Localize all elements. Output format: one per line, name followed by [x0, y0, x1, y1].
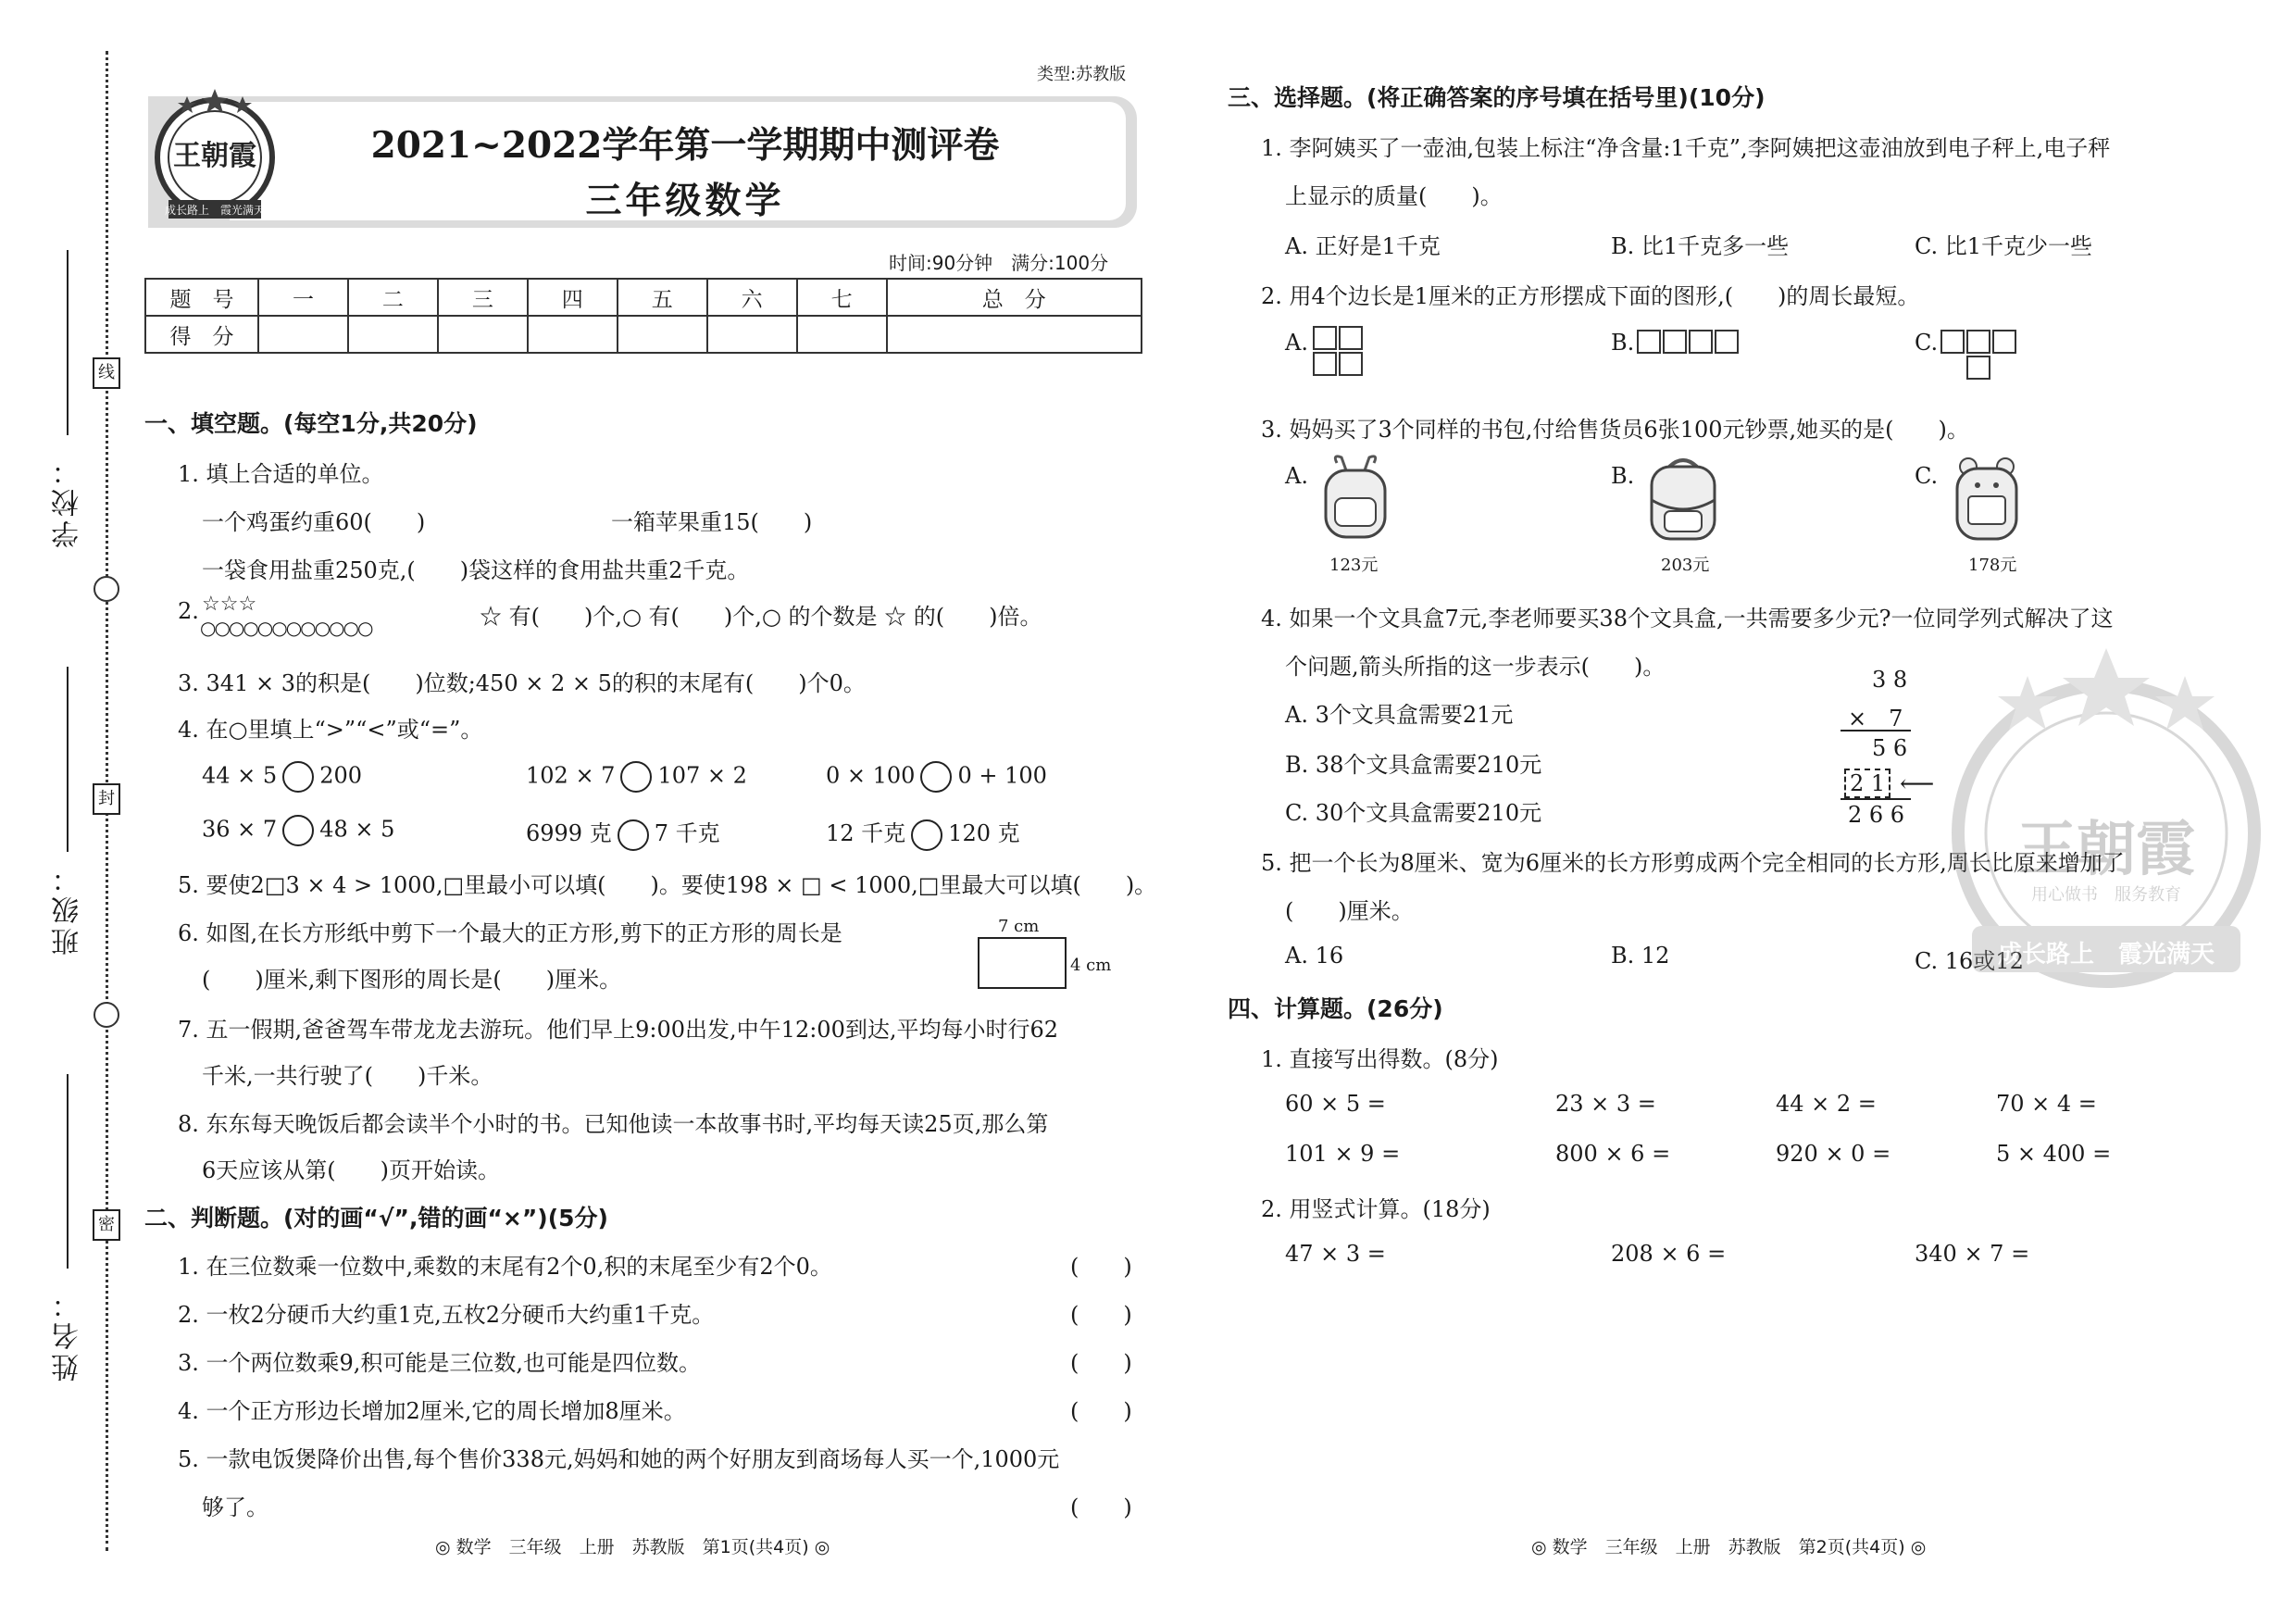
question-text: 5. 要使2□3 × 4 > 1000,□里最小可以填( )。要使198 × □ < 1000,□里最大可以填( )。: [178, 872, 1157, 898]
compare-circle[interactable]: [920, 761, 952, 793]
compare-item: 44 × 5 200: [202, 761, 362, 793]
table-header-cell: 五: [618, 279, 707, 316]
highlighted-step: 2 1: [1844, 769, 1890, 798]
square-figure-a: [1313, 326, 1365, 378]
calc-line: × 7: [1848, 706, 1903, 731]
question-text: 2. 用竖式计算。(18分): [1261, 1196, 1491, 1222]
question-text: 4. 在○里填上“>”“<”或“=”。: [178, 717, 483, 743]
question-text: 5. 把一个长为8厘米、宽为6厘米的长方形剪成两个完全相同的长方形,周长比原来增加了: [1261, 850, 2125, 876]
option-a: A. 正好是1千克: [1285, 233, 1441, 259]
option-b: B. 比1千克多一些: [1611, 233, 1790, 259]
seal-secret-label: 密: [93, 1209, 120, 1241]
table-header-cell: 三: [438, 279, 528, 316]
question-text: 8. 东东每天晚饭后都会读半个小时的书。已知他读一本故事书时,平均每天读25页,那么第: [178, 1111, 1049, 1137]
table-header-cell: 七: [797, 279, 887, 316]
option-c: C.: [1915, 330, 1939, 356]
star-row: ☆☆☆: [202, 593, 257, 616]
compare-item: 36 × 7 48 × 5: [202, 815, 394, 846]
table-header-cell: 二: [348, 279, 438, 316]
question-text: 6. 如图,在长方形纸中剪下一个最大的正方形,剪下的正方形的周长是: [178, 920, 842, 946]
square-figure-c: [1940, 330, 2018, 381]
option-b: B. 12: [1611, 943, 1670, 969]
question-text: 1. 填上合适的单位。: [178, 461, 384, 487]
question-text: 一箱苹果重15( ): [611, 509, 813, 535]
judge-item: 够了。: [202, 1494, 268, 1520]
backpack-a-icon: [1309, 454, 1402, 546]
table-header-cell: 题 号: [145, 279, 258, 316]
compare-circle[interactable]: [282, 815, 314, 846]
compare-circle[interactable]: [620, 761, 652, 793]
page-footer-right: ◎ 数学 三年级 上册 苏教版 第2页(共4页) ◎: [1531, 1537, 1927, 1557]
exam-subtitle: 三年级数学: [585, 180, 785, 222]
calc-line: 2 6 6: [1848, 802, 1905, 828]
brand-watermark: [1935, 630, 2277, 1019]
section-4-title: 四、计算题。(26分): [1228, 995, 1443, 1022]
question-text: ( )厘米,剩下图形的周长是( )厘米。: [202, 967, 622, 993]
compare-circle[interactable]: [911, 819, 942, 851]
brand-logo: [148, 83, 282, 231]
section-1-title: 一、填空题。(每空1分,共20分): [144, 410, 478, 437]
rect-height-label: 4 cm: [1070, 956, 1112, 975]
judge-item: 1. 在三位数乘一位数中,乘数的末尾有2个0,积的末尾至少有2个0。: [178, 1254, 832, 1280]
table-row: [145, 316, 1142, 353]
question-number: 2.: [178, 598, 199, 624]
table-header-cell: 六: [707, 279, 797, 316]
compare-circle[interactable]: [282, 761, 314, 793]
calc-item: 101 × 9 =: [1285, 1141, 1401, 1167]
question-text: 3. 341 × 3的积是( )位数;450 × 2 × 5的积的末尾有( )个0。: [178, 670, 866, 696]
score-cell[interactable]: [618, 316, 707, 353]
price-label: 178元: [1968, 556, 2017, 575]
table-row-label: 得 分: [145, 316, 258, 353]
binding-strip: [0, 0, 148, 1613]
option-b: B.: [1611, 330, 1635, 356]
binding-hole: [94, 1002, 119, 1028]
question-text: 一袋食用盐重250克,( )袋这样的食用盐共重2千克。: [202, 557, 750, 583]
footer-logo-icon: ◎: [1531, 1537, 1547, 1557]
price-label: 123元: [1329, 556, 1379, 575]
table-header-cell: 总 分: [887, 279, 1142, 316]
page-footer-left: ◎ 数学 三年级 上册 苏教版 第1页(共4页) ◎: [435, 1537, 830, 1557]
judge-item: 5. 一款电饭煲降价出售,每个售价338元,妈妈和她的两个好朋友到商场每人买一个,1000元: [178, 1446, 1060, 1472]
question-text: 7. 五一假期,爸爸驾车带龙龙去游玩。他们早上9:00出发,中午12:00到达,平均每小时行62: [178, 1017, 1059, 1043]
question-text: ☆ 有( )个,○ 有( )个,○ 的个数是 ☆ 的( )倍。: [480, 604, 1042, 630]
calc-rule: [1841, 730, 1911, 731]
footer-logo-icon: ◎: [1910, 1537, 1927, 1557]
compare-item: 12 千克 120 克: [826, 815, 1020, 851]
class-field[interactable]: [67, 667, 69, 852]
exam-title: 2021~2022学年第一学期期中测评卷: [370, 124, 1000, 167]
calc-item: 70 × 4 =: [1996, 1091, 2097, 1117]
calc-item: 60 × 5 =: [1285, 1091, 1386, 1117]
class-label: 班级：: [52, 861, 84, 956]
calc-rule: [1841, 798, 1911, 800]
calc-item: 340 × 7 =: [1915, 1241, 2030, 1267]
logo-emblem-icon: [148, 83, 282, 231]
arrow-left-icon: ⟵: [1900, 770, 1935, 798]
table-header-cell: 一: [258, 279, 348, 316]
binding-hole: [94, 576, 119, 602]
table-header-cell: 四: [528, 279, 618, 316]
watermark-text: 王朝霞: [2017, 815, 2195, 884]
calc-item: 44 × 2 =: [1776, 1091, 1877, 1117]
score-cell[interactable]: [438, 316, 528, 353]
calc-line: 3 8: [1872, 667, 1908, 693]
score-cell[interactable]: [707, 316, 797, 353]
compare-item: 6999 克 7 千克: [526, 815, 720, 851]
score-cell[interactable]: [887, 316, 1142, 353]
question-text: 千米,一共行驶了( )千米。: [202, 1063, 493, 1089]
calc-line: 5 6: [1872, 735, 1908, 761]
option-a: A.: [1285, 330, 1308, 356]
compare-circle[interactable]: [618, 819, 649, 851]
seal-seal-label: 封: [93, 783, 120, 815]
name-label: 姓名：: [52, 1287, 84, 1382]
answer-paren[interactable]: ( ): [1070, 1302, 1132, 1328]
option-a: A. 3个文具盒需要21元: [1285, 702, 1514, 728]
rect-width-label: 7 cm: [998, 917, 1040, 936]
option-a: A. 16: [1285, 943, 1344, 969]
score-table: [144, 278, 1142, 354]
svg-text:王朝霞: 王朝霞: [173, 140, 256, 172]
school-label: 学校：: [52, 454, 84, 548]
question-text: ( )厘米。: [1285, 898, 1414, 924]
compare-item: 102 × 7 107 × 2: [526, 761, 747, 793]
option-c: C. 16或12: [1915, 948, 2024, 974]
seal-line-label: 线: [93, 357, 120, 389]
judge-item: 4. 一个正方形边长增加2厘米,它的周长增加8厘米。: [178, 1398, 686, 1424]
name-field[interactable]: [67, 1074, 69, 1269]
calc-item: 5 × 400 =: [1996, 1141, 2112, 1167]
judge-item: 2. 一枚2分硬币大约重1克,五枚2分硬币大约重1千克。: [178, 1302, 715, 1328]
calc-item: 800 × 6 =: [1555, 1141, 1671, 1167]
question-text: 一个鸡蛋约重60( ): [202, 509, 426, 535]
question-text: 2. 用4个边长是1厘米的正方形摆成下面的图形,( )的周长最短。: [1261, 283, 1920, 309]
question-text: 6天应该从第( )页开始读。: [202, 1157, 500, 1183]
calc-item: 47 × 3 =: [1285, 1241, 1386, 1267]
square-figure-b: [1637, 330, 1741, 356]
calc-item: 208 × 6 =: [1611, 1241, 1727, 1267]
footer-logo-icon: ◎: [435, 1537, 451, 1557]
calc-item: 23 × 3 =: [1555, 1091, 1656, 1117]
option-a: A.: [1285, 463, 1308, 489]
svg-text:成长路上 霞光满天: 成长路上 霞光满天: [164, 204, 266, 217]
time-score-info: 时间:90分钟 满分:100分: [889, 252, 1109, 274]
score-cell[interactable]: [258, 316, 348, 353]
answer-paren[interactable]: ( ): [1070, 1254, 1132, 1280]
table-row: [145, 279, 1142, 316]
question-text: 上显示的质量( )。: [1285, 183, 1503, 209]
option-c: C.: [1915, 463, 1939, 489]
answer-paren[interactable]: ( ): [1070, 1398, 1132, 1424]
question-text: 4. 如果一个文具盒7元,李老师要买38个文具盒,一共需要多少元?一位同学列式解决了这: [1261, 606, 2114, 631]
section-3-title: 三、选择题。(将正确答案的序号填在括号里)(10分): [1228, 84, 1766, 111]
option-c: C. 比1千克少一些: [1915, 233, 2093, 259]
price-label: 203元: [1661, 556, 1710, 575]
question-text: 1. 直接写出得数。(8分): [1261, 1046, 1499, 1072]
question-text: 1. 李阿姨买了一壶油,包装上标注“净含量:1千克”,李阿姨把这壶油放到电子秤上,电子秤: [1261, 135, 2111, 161]
judge-item: 3. 一个两位数乘9,积可能是三位数,也可能是四位数。: [178, 1350, 702, 1376]
score-cell[interactable]: [528, 316, 618, 353]
calc-item: 920 × 0 =: [1776, 1141, 1891, 1167]
edition-tag: 类型:苏教版: [1037, 65, 1127, 84]
footer-logo-icon: ◎: [814, 1537, 830, 1557]
rectangle-figure: [978, 937, 1067, 989]
watermark-motto: 成长路上 霞光满天: [1997, 941, 2215, 969]
school-field[interactable]: [67, 250, 69, 435]
question-text: 个问题,箭头所指的这一步表示( )。: [1285, 654, 1666, 680]
compare-item: 0 × 100 0 + 100: [826, 761, 1047, 793]
question-text: 3. 妈妈买了3个同样的书包,付给售货员6张100元钞票,她买的是( )。: [1261, 417, 1969, 443]
score-cell[interactable]: [348, 316, 438, 353]
score-cell[interactable]: [797, 316, 887, 353]
option-b: B.: [1611, 463, 1635, 489]
watermark-motto: 用心做书 服务教育: [2031, 885, 2181, 905]
option-c: C. 30个文具盒需要210元: [1285, 800, 1542, 826]
backpack-c-icon: [1940, 454, 2033, 546]
backpack-b-icon: [1637, 454, 1729, 546]
circle-row: ○○○○○○○○○○○○: [200, 617, 372, 639]
answer-paren[interactable]: ( ): [1070, 1350, 1132, 1376]
option-b: B. 38个文具盒需要210元: [1285, 752, 1542, 778]
answer-paren[interactable]: ( ): [1070, 1494, 1132, 1520]
section-2-title: 二、判断题。(对的画“√”,错的画“×”)(5分): [144, 1205, 608, 1232]
